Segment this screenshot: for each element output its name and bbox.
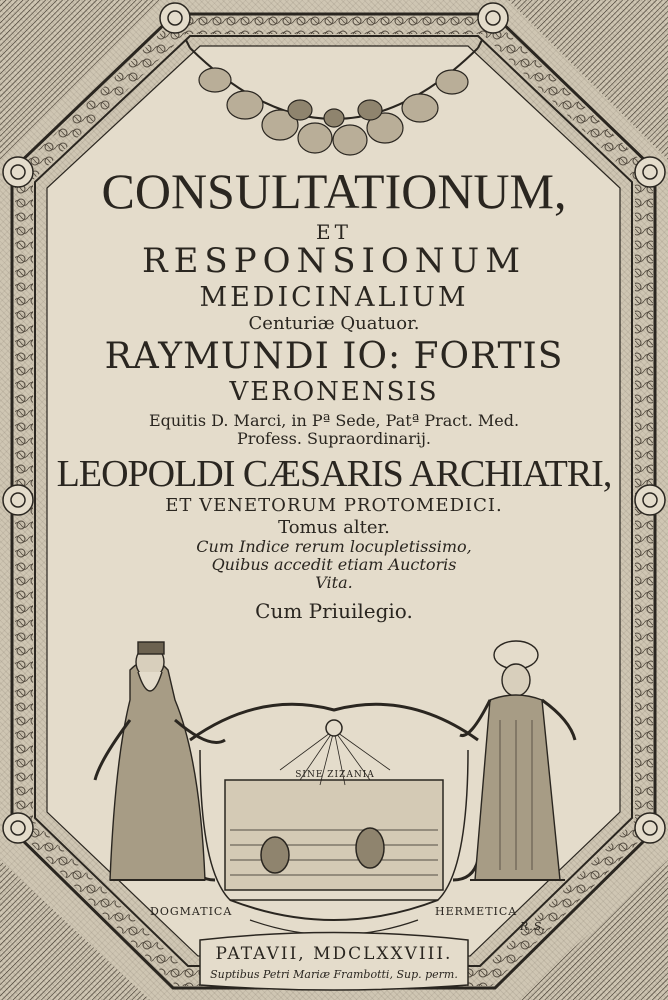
title-responsionum: RESPONSIONUM [141, 241, 527, 281]
title-medicinalium: MEDICINALIUM [199, 282, 469, 313]
author-name: RAYMUNDI IO: FORTIS [104, 336, 564, 377]
engraver-mark: R.S. [520, 920, 547, 933]
title-centuriae: Centuriæ Quatuor. [248, 313, 420, 334]
title-block [40, 160, 628, 621]
imprint-place-year: PATAVII, MDCLXXVIII. [215, 944, 453, 964]
title-consultationum: CONSULTATIONUM, [101, 163, 567, 219]
imprint-printer: Suptibus Petri Mariæ Frambotti, Sup. perm. [210, 968, 458, 981]
index-note: Cum Indice rerum locupletissimo, [196, 537, 472, 556]
title-et: ET [316, 220, 352, 244]
label-hermetica: HERMETICA [435, 905, 518, 918]
author-title-2: Profess. Supraordinarij. [236, 429, 432, 448]
author-office-1: LEOPOLDI CÆSARIS ARCHIATRI, [56, 453, 612, 495]
addition-note: Quibus accedit etiam Auctoris [211, 555, 457, 574]
privilege-note: Cum Priuilegio. [255, 599, 413, 623]
volume-label: Tomus alter. [278, 517, 390, 538]
author-origin: VERONENSIS [229, 377, 439, 407]
author-title-1: Equitis D. Marci, in Pª Sede, Patª Pract. Med. [148, 411, 520, 430]
emblem-ribbon: SINE ZIZANIA [295, 770, 375, 780]
vita-note: Vita. [315, 573, 353, 592]
label-dogmatica: DOGMATICA [150, 905, 233, 918]
author-office-2: ET VENETORUM PROTOMEDICI. [165, 495, 503, 516]
